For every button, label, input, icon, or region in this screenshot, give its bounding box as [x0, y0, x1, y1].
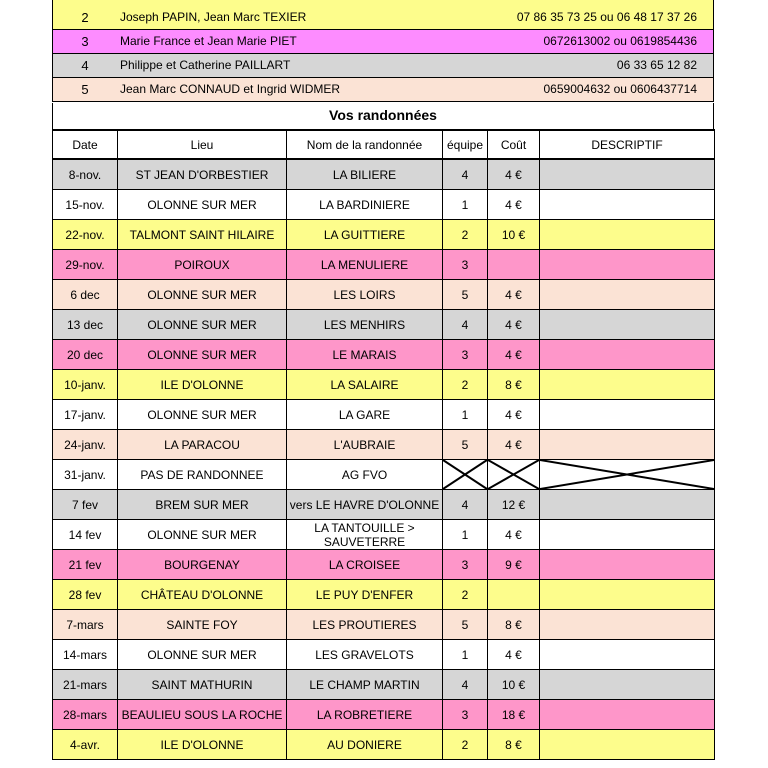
- table-row: [53, 640, 715, 670]
- cell-cout: [488, 580, 540, 610]
- cell-nom: LA ROBRETIERE: [287, 700, 443, 730]
- planning-sheet: [52, 0, 714, 768]
- equipe-phone: 0672613002 ou 0619854436: [543, 34, 697, 48]
- cell-descriptif[interactable]: [540, 730, 715, 760]
- equipe-row: [52, 54, 714, 78]
- cell-nom: L'AUBRAIE: [287, 430, 443, 460]
- cell-equipe: 2: [443, 580, 488, 610]
- cell-nom: LE CHAMP MARTIN: [287, 670, 443, 700]
- table-row: [53, 159, 715, 190]
- cell-date: 7-mars: [53, 610, 118, 640]
- cell-nom: LES GRAVELOTS: [287, 640, 443, 670]
- cell-descriptif[interactable]: [540, 280, 715, 310]
- cell-cout: 8 €: [488, 370, 540, 400]
- cell-descriptif[interactable]: [540, 190, 715, 220]
- table-row: [53, 490, 715, 520]
- table-row: [53, 730, 715, 760]
- cell-descriptif[interactable]: [540, 310, 715, 340]
- cell-date: 14-mars: [53, 640, 118, 670]
- cell-descriptif[interactable]: [540, 700, 715, 730]
- cell-date: 15-nov.: [53, 190, 118, 220]
- cell-equipe: 4: [443, 159, 488, 190]
- cell-date: 21 fev: [53, 550, 118, 580]
- table-row: [53, 670, 715, 700]
- cell-equipe: 2: [443, 730, 488, 760]
- cell-lieu: BEAULIEU SOUS LA ROCHE: [118, 700, 287, 730]
- equipe-row: [52, 6, 714, 30]
- cell-nom: LE MARAIS: [287, 340, 443, 370]
- cell-nom: LES MENHIRS: [287, 310, 443, 340]
- cell-equipe: 2: [443, 220, 488, 250]
- col-header-descriptif: DESCRIPTIF: [540, 130, 715, 159]
- col-header-lieu: Lieu: [118, 130, 287, 159]
- cell-cout: 4 €: [488, 310, 540, 340]
- cell-descriptif[interactable]: [540, 640, 715, 670]
- cell-equipe: 3: [443, 340, 488, 370]
- cell-nom: LA BILIERE: [287, 159, 443, 190]
- cell-equipe: 5: [443, 430, 488, 460]
- cell-cout: 4 €: [488, 190, 540, 220]
- col-header-cout: Coût: [488, 130, 540, 159]
- cell-nom: LA SALAIRE: [287, 370, 443, 400]
- cell-nom: LA MENULIERE: [287, 250, 443, 280]
- cell-descriptif[interactable]: [540, 370, 715, 400]
- cell-cout: 4 €: [488, 430, 540, 460]
- table-row: [53, 460, 715, 490]
- table-row: [53, 340, 715, 370]
- cell-nom: vers LE HAVRE D'OLONNE: [287, 490, 443, 520]
- cell-descriptif[interactable]: [540, 159, 715, 190]
- cell-nom: AU DONIERE: [287, 730, 443, 760]
- cell-nom: LA TANTOUILLE > SAUVETERRE: [287, 520, 443, 550]
- cell-cout: 4 €: [488, 340, 540, 370]
- table-row: [53, 310, 715, 340]
- cell-equipe: 3: [443, 700, 488, 730]
- equipe-phone: 0659004632 ou 0606437714: [543, 82, 697, 96]
- equipe-number: 3: [81, 34, 89, 49]
- cell-descriptif[interactable]: [540, 340, 715, 370]
- cell-date: 28-mars: [53, 700, 118, 730]
- cell-descriptif[interactable]: [540, 220, 715, 250]
- cell-date: 8-nov.: [53, 159, 118, 190]
- equipe-number: 2: [81, 10, 89, 25]
- cell-lieu: OLONNE SUR MER: [118, 310, 287, 340]
- equipe-number: 4: [81, 58, 89, 73]
- cell-lieu: OLONNE SUR MER: [118, 520, 287, 550]
- table-header-row: [53, 130, 715, 159]
- table-row: [53, 400, 715, 430]
- table-row: [53, 220, 715, 250]
- cell-descriptif[interactable]: [540, 610, 715, 640]
- equipe-row: [52, 30, 714, 54]
- cell-equipe: 1: [443, 400, 488, 430]
- cell-descriptif-crossed: [540, 460, 715, 490]
- cell-date: 31-janv.: [53, 460, 118, 490]
- cell-descriptif[interactable]: [540, 580, 715, 610]
- table-row: [53, 610, 715, 640]
- cell-date: 7 fev: [53, 490, 118, 520]
- cell-nom: LA CROISEE: [287, 550, 443, 580]
- table-row: [53, 700, 715, 730]
- col-header-date: Date: [53, 130, 118, 159]
- cell-descriptif[interactable]: [540, 670, 715, 700]
- cell-lieu: OLONNE SUR MER: [118, 400, 287, 430]
- cell-lieu: PAS DE RANDONNEE: [118, 460, 287, 490]
- cell-lieu: OLONNE SUR MER: [118, 340, 287, 370]
- cell-lieu: BOURGENAY: [118, 550, 287, 580]
- col-header-equipe: équipe: [443, 130, 488, 159]
- equipe-phone: 06 33 65 12 82: [616, 58, 697, 72]
- table-row: [53, 580, 715, 610]
- cell-nom: AG FVO: [287, 460, 443, 490]
- equipe-members: Jean Marc CONNAUD et Ingrid WIDMER: [120, 82, 341, 96]
- cell-equipe: 3: [443, 250, 488, 280]
- cell-date: 14 fev: [53, 520, 118, 550]
- cell-nom: LE PUY D'ENFER: [287, 580, 443, 610]
- equipe-row: [52, 78, 714, 102]
- section-title: Vos randonnées: [52, 103, 714, 129]
- cell-lieu: BREM SUR MER: [118, 490, 287, 520]
- table-row: [53, 280, 715, 310]
- cell-cout: 4 €: [488, 640, 540, 670]
- cell-nom: LA BARDINIERE: [287, 190, 443, 220]
- randonnees-table: [52, 129, 715, 760]
- cell-lieu: SAINT MATHURIN: [118, 670, 287, 700]
- cell-equipe: 5: [443, 280, 488, 310]
- cell-cout: 8 €: [488, 610, 540, 640]
- cell-lieu: ILE D'OLONNE: [118, 730, 287, 760]
- cell-descriptif[interactable]: [540, 400, 715, 430]
- cell-cout: 8 €: [488, 730, 540, 760]
- equipe-phone: 07 86 35 73 25 ou 06 48 17 37 26: [516, 10, 697, 24]
- table-row: [53, 550, 715, 580]
- cell-lieu: SAINTE FOY: [118, 610, 287, 640]
- cell-date: 22-nov.: [53, 220, 118, 250]
- cell-lieu: OLONNE SUR MER: [118, 190, 287, 220]
- cell-cout: 9 €: [488, 550, 540, 580]
- col-header-nom: Nom de la randonnée: [287, 130, 443, 159]
- cell-cout: 10 €: [488, 670, 540, 700]
- table-row: [53, 190, 715, 220]
- cell-equipe-crossed: [443, 460, 488, 490]
- cell-cout: 4 €: [488, 400, 540, 430]
- cell-cout: [488, 250, 540, 280]
- cell-cout: 18 €: [488, 700, 540, 730]
- table-row: [53, 520, 715, 550]
- cell-cout-crossed: [488, 460, 540, 490]
- equipe-members: Marie France et Jean Marie PIET: [120, 34, 297, 48]
- cell-date: 20 dec: [53, 340, 118, 370]
- equipe-members: Philippe et Catherine PAILLART: [120, 58, 291, 72]
- equipe-number: 5: [81, 82, 89, 97]
- cell-equipe: 2: [443, 370, 488, 400]
- cell-date: 21-mars: [53, 670, 118, 700]
- cell-date: 6 dec: [53, 280, 118, 310]
- cell-date: 13 dec: [53, 310, 118, 340]
- cell-nom: LES PROUTIERES: [287, 610, 443, 640]
- cell-lieu: TALMONT SAINT HILAIRE: [118, 220, 287, 250]
- cell-cout: 12 €: [488, 490, 540, 520]
- cell-lieu: CHÂTEAU D'OLONNE: [118, 580, 287, 610]
- cell-equipe: 3: [443, 550, 488, 580]
- cell-cout: 10 €: [488, 220, 540, 250]
- cell-equipe: 4: [443, 490, 488, 520]
- cell-cout: 4 €: [488, 159, 540, 190]
- cell-date: 4-avr.: [53, 730, 118, 760]
- cell-equipe: 1: [443, 640, 488, 670]
- cell-descriptif[interactable]: [540, 550, 715, 580]
- cell-nom: LA GARE: [287, 400, 443, 430]
- table-row: [53, 370, 715, 400]
- cell-date: 28 fev: [53, 580, 118, 610]
- table-row: [53, 430, 715, 460]
- cell-nom: LES LOIRS: [287, 280, 443, 310]
- cell-cout: 4 €: [488, 520, 540, 550]
- cell-equipe: 1: [443, 520, 488, 550]
- cell-cout: 4 €: [488, 280, 540, 310]
- cell-descriptif[interactable]: [540, 430, 715, 460]
- cell-lieu: ILE D'OLONNE: [118, 370, 287, 400]
- cell-descriptif[interactable]: [540, 520, 715, 550]
- cell-date: 24-janv.: [53, 430, 118, 460]
- cell-date: 17-janv.: [53, 400, 118, 430]
- equipe-members: Joseph PAPIN, Jean Marc TEXIER: [120, 10, 307, 24]
- cell-equipe: 1: [443, 190, 488, 220]
- cell-date: 10-janv.: [53, 370, 118, 400]
- cell-equipe: 4: [443, 310, 488, 340]
- cell-lieu: LA PARACOU: [118, 430, 287, 460]
- cell-lieu: POIROUX: [118, 250, 287, 280]
- cell-lieu: OLONNE SUR MER: [118, 280, 287, 310]
- cell-equipe: 4: [443, 670, 488, 700]
- cell-nom: LA GUITTIERE: [287, 220, 443, 250]
- cell-lieu: ST JEAN D'ORBESTIER: [118, 159, 287, 190]
- cell-lieu: OLONNE SUR MER: [118, 640, 287, 670]
- table-row: [53, 250, 715, 280]
- cell-equipe: 5: [443, 610, 488, 640]
- cell-descriptif[interactable]: [540, 250, 715, 280]
- cell-date: 29-nov.: [53, 250, 118, 280]
- cell-descriptif[interactable]: [540, 490, 715, 520]
